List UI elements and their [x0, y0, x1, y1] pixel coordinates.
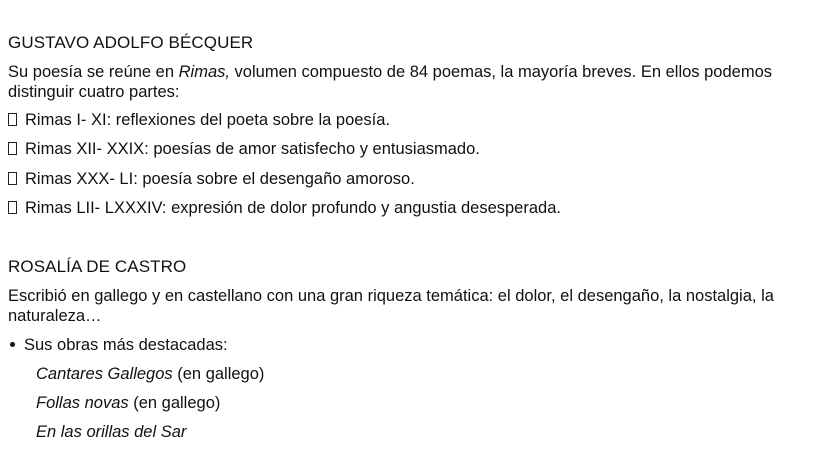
box-bullet-icon [8, 142, 17, 155]
becquer-intro-after: volumen compuesto de 84 poemas, la mayoría breves. En ellos podemos distinguir cuatro partes: [8, 63, 773, 101]
box-bullet-icon [8, 172, 17, 185]
becquer-intro-italic: Rimas, [178, 63, 230, 81]
box-bullet-icon [8, 201, 17, 214]
rosalia-work [36, 364, 264, 384]
becquer-item [8, 198, 561, 218]
work-note: (en gallego) [128, 394, 221, 412]
becquer-item [8, 139, 480, 159]
rosalia-work [36, 393, 220, 413]
rosalia-bullet [8, 335, 228, 355]
work-title: Cantares Gallegos [36, 365, 173, 383]
work-note: (en gallego) [172, 365, 265, 383]
becquer-item-text: Rimas XII- XXIX: poesías de amor satisfecho y entusiasmado. [25, 140, 480, 158]
rosalia-heading: ROSALÍA DE CASTRO [8, 257, 187, 276]
box-bullet-icon [8, 113, 17, 126]
becquer-heading: GUSTAVO ADOLFO BÉCQUER [8, 33, 254, 52]
rosalia-bullet-text: Sus obras más destacadas: [24, 336, 228, 354]
becquer-item [8, 169, 415, 189]
work-title: Follas novas [36, 394, 129, 412]
bullet-dot-icon [10, 342, 15, 347]
work-title: En las orillas del Sar [36, 423, 187, 441]
becquer-item-text: Rimas LII- LXXXIV: expresión de dolor profundo y angustia desesperada. [25, 199, 561, 217]
becquer-intro-before: Su poesía se reúne en [8, 63, 179, 81]
becquer-intro [8, 62, 808, 102]
rosalia-intro: Escribió en gallego y en castellano con una gran riqueza temática: el dolor, el desengaño, la nostalgia, la naturaleza… [8, 287, 774, 325]
becquer-item-text: Rimas XXX- LI: poesía sobre el desengaño amoroso. [25, 170, 415, 188]
rosalia-work [36, 422, 186, 442]
becquer-item-text: Rimas I- XI: reflexiones del poeta sobre la poesía. [25, 111, 391, 129]
becquer-item [8, 110, 390, 130]
